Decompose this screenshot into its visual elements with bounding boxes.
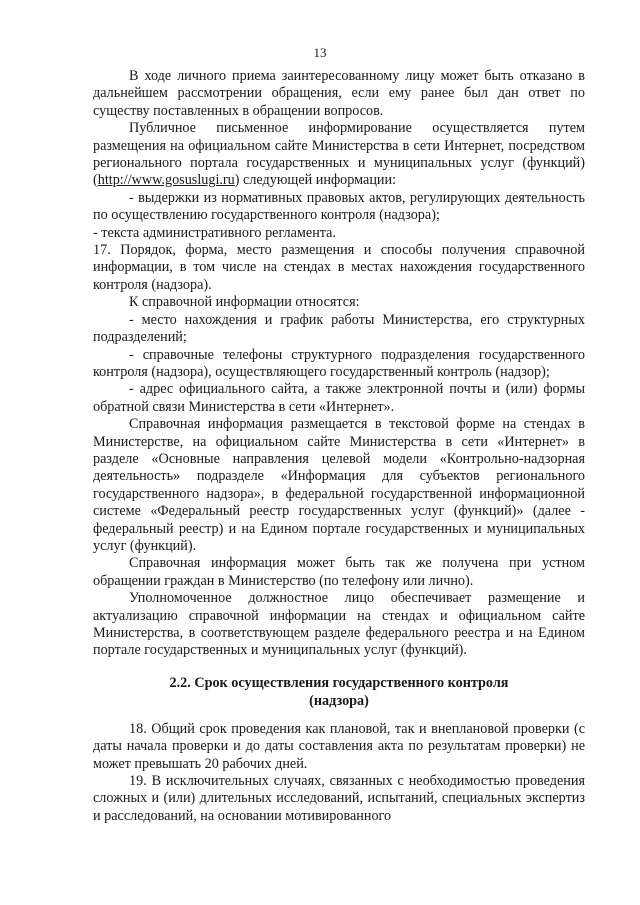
section-heading-line: (надзора) [309,692,369,709]
paragraph-authorized-official: Уполномоченное должностное лицо обеспечивает размещение и актуализацию справочной информации на стендах и официальном сайте Министерства, в соответствующем разделе федерального реестра и на Едином портале государственных и муниципальных услуг (функций). [93,590,585,659]
paragraph-public-informing [93,120,585,190]
list-item-regulation-text: - текста административного регламента. [93,224,337,241]
paragraph-oral-request: Справочная информация может быть так же получена при устном обращении граждан в Министерство (по телефону или лично). [93,555,585,589]
paragraph-text: Публичное письменное информирование осуществляется путем размещения на официальном сайте Министерства в сети Интернет, посредством регионального портала государственных и муниципальных услуг (функций) ( [93,120,585,189]
paragraph-item-17: 17. Порядок, форма, место размещения и способы получения справочной информации, в том числе на стендах в местах нахождения государственного контроля (надзора). [93,242,585,293]
paragraph-text: ) следующей информации: [234,172,397,189]
paragraph-info-placement: Справочная информация размещается в текстовой форме на стендах в Министерстве, на официальном сайте Министерства в сети «Интернет» в разделе «Основные направления целевой модели «Контрольно-надзорная деятельность» подразделе «Информация для субъектов регионального государственного надзора», в федеральной государственной информационной системе «Федеральный реестр государственных услуг (функций)» (далее - федеральный реестр) и на Едином портале государственных и муниципальных услуг (функций). [93,416,585,554]
gosuslugi-link[interactable]: http://www.gosuslugi.ru [97,172,235,189]
list-item-phones: - справочные телефоны структурного подразделения государственного контроля (надзора), осуществляющего государственный контроль (надзор); [93,346,585,380]
list-item-location: - место нахождения и график работы Министерства, его структурных подразделений; [93,311,585,346]
paragraph-item-19: 19. В исключительных случаях, связанных с необходимостью проведения сложных и (или) длительных исследований, испытаний, специальных экспертиз и расследований, на основании мотивированного [93,773,585,824]
section-heading-line: 2.2. Срок осуществления государственного контроля [169,674,509,691]
list-item-excerpts: - выдержки из нормативных правовых актов, регулирующих деятельность по осуществлению государственного контроля (надзора); [93,189,585,224]
section-heading [93,674,585,710]
paragraph-reference-info: К справочной информации относятся: [129,294,360,311]
document-body [93,68,585,825]
page-number: 13 [313,45,327,60]
list-item-website: - адрес официального сайта, а также электронной почты и (или) формы обратной связи Министерства в сети «Интернет». [93,381,585,415]
paragraph-personal-reception: В ходе личного приема заинтересованному лицу может быть отказано в дальнейшем рассмотрении обращения, если ему ранее был дан ответ по существу поставленных в обращении вопросов. [93,68,585,119]
paragraph-item-18: 18. Общий срок проведения как плановой, так и внеплановой проверки (с даты начала проверки и до даты составления акта по результатам проверки) не может превышать 20 рабочих дней. [93,720,585,772]
